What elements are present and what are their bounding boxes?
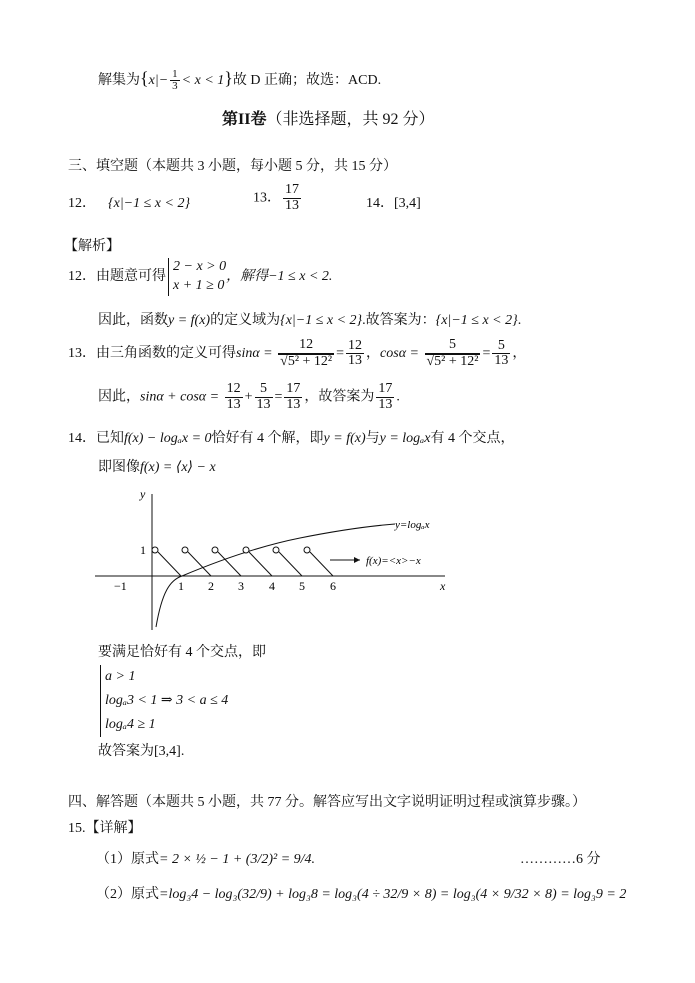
system-line: logₐ3 < 1 ⇒ 3 < a ≤ 4 xyxy=(105,693,229,708)
answer-13: 13． $\frac{17}{13}$ xyxy=(253,182,299,213)
solution-13: 13．由三角函数的定义可得sinα = $\frac{12}{\text{√5² + 12²}}$ = $\frac{12}{13}$ ，cosα = $\frac{5}{\text{√5² + 12²}}$ = $\frac{5}{13}$ ， xyxy=(68,337,527,369)
intro-prefix: 解集为 xyxy=(98,73,140,88)
analysis-heading: 【解析】 xyxy=(64,239,120,254)
set-expr-2: < x < 1 xyxy=(181,73,225,88)
section-4-title: 四、解答题（本题共 5 小题，共 77 分。解答应写出文字说明证明过程或演算步骤。） xyxy=(68,795,586,810)
q15-part2: （2）原式=log₃4 − log₃(32/9) + log₃8 = log₃(4 ÷ 32/9 × 8) = log₃(4 × 9/32 × 8) = log₃9 = 2 xyxy=(96,887,627,902)
system-line: a > 1 xyxy=(105,669,136,684)
q15-heading: 15.【详解】 xyxy=(68,821,142,836)
system-line: logₐ4 ≥ 1 xyxy=(105,717,156,732)
fraction: $\frac{5}{13}$ xyxy=(256,381,271,412)
part-title-rest: （非选择题，共 92 分） xyxy=(266,111,435,128)
x-axis-label: x xyxy=(440,579,446,593)
fraction: $\frac{17}{13}$ xyxy=(378,381,393,412)
fraction: $\frac{5}{\text{√5² + 12²}}$ xyxy=(426,337,479,369)
solution-14-graph-intro: 即图像f(x) = ⟨x⟩ − x xyxy=(98,460,216,475)
set-expr: x|− xyxy=(148,73,169,88)
q15-part1-score: …………6 分 xyxy=(520,852,601,867)
x-tick: 1 xyxy=(178,579,184,593)
system-14 xyxy=(98,665,228,737)
answer-13-fraction: $\frac{17}{13}$ xyxy=(285,182,299,213)
part-title-bold: 第II卷 xyxy=(222,111,267,128)
fraction: $\frac{1}{3}$ xyxy=(172,67,178,93)
intro-line: 解集为{x|− $\frac{1}{3}$ < x < 1}故 D 正确；故选：ACD. xyxy=(98,67,382,93)
y-axis-label: y xyxy=(140,487,146,501)
x-tick: 6 xyxy=(330,579,336,593)
solution-12: 12．由题意可得 2 − x > 0 x + 1 ≥ 0 ，解得−1 ≤ x < 2. xyxy=(68,258,332,296)
solution-13-conclusion: 因此，sinα + cosα = $\frac{12}{13}$ + $\frac{5}{13}$ = $\frac{17}{13}$ ，故答案为 $\frac{17}{13}$ . xyxy=(98,381,400,412)
x-tick: 2 xyxy=(208,579,214,593)
log-curve-label: y=logₐx xyxy=(395,519,430,531)
sawtooth-segments xyxy=(152,547,333,576)
solution-14: 14．已知f(x) − logₐx = 0恰好有 4 个解，即y = f(x)与y = logₐx有 4 个交点， xyxy=(68,431,515,446)
intro-suffix: 故 D 正确；故选：ACD. xyxy=(232,73,382,88)
q15-part1: （1）原式= 2 × ½ − 1 + (3/2)² = 9/4. xyxy=(96,852,316,867)
fraction: $\frac{12}{\text{√5² + 12²}}$ xyxy=(280,337,333,369)
system-12: 2 − x > 0 x + 1 ≥ 0 xyxy=(168,258,226,296)
function-graph xyxy=(90,482,460,632)
x-tick: 4 xyxy=(269,579,275,593)
fraction: $\frac{17}{13}$ xyxy=(286,381,301,412)
solution-14-answer: 故答案为[3,4]. xyxy=(98,744,185,759)
part-title xyxy=(222,106,434,129)
fraction: $\frac{12}{13}$ xyxy=(348,337,363,369)
solution-12-conclusion: 因此，函数y = f(x)的定义域为{x|−1 ≤ x < 2}.故答案为：{x|−1 ≤ x < 2}. xyxy=(98,313,522,328)
y-tick-1: 1 xyxy=(140,543,146,557)
fraction: $\frac{12}{13}$ xyxy=(226,381,241,412)
x-tick: −1 xyxy=(114,579,127,593)
fraction: $\frac{5}{13}$ xyxy=(494,337,509,369)
section-3-title: 三、填空题（本题共 3 小题，每小题 5 分，共 15 分） xyxy=(68,159,397,174)
x-tick: 3 xyxy=(238,579,244,593)
answer-12: 12． {x|−1 ≤ x < 2} xyxy=(68,196,191,211)
sawtooth-label: f(x)=<x>−x xyxy=(366,555,421,567)
x-tick: 5 xyxy=(299,579,305,593)
solution-14-condition: 要满足恰好有 4 个交点，即 xyxy=(98,645,266,660)
answer-14: 14．[3,4] xyxy=(366,196,421,211)
